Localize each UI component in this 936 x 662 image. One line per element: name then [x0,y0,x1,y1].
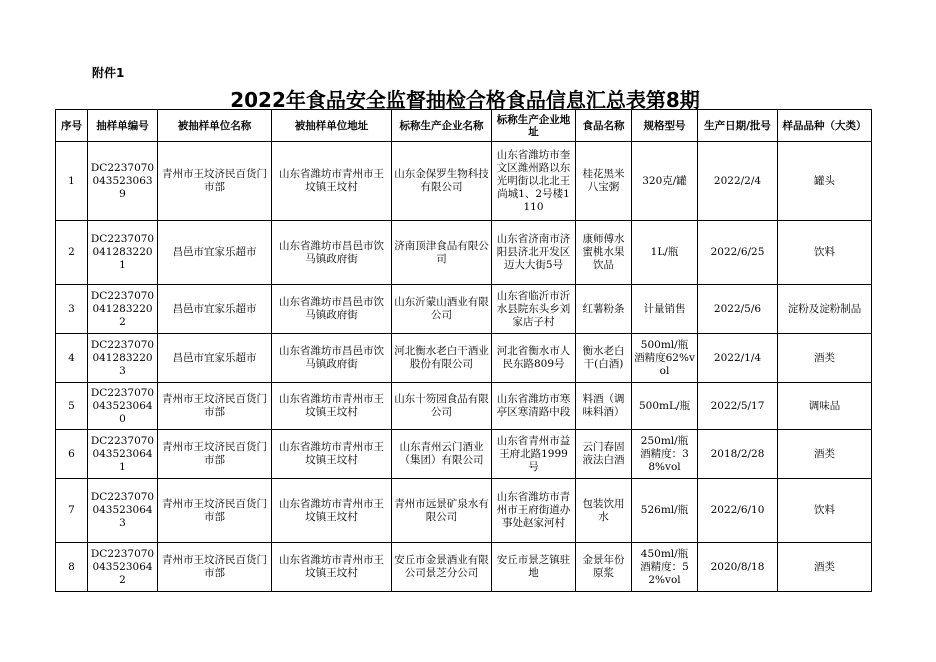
cell-spec: 320克/罐 [632,142,698,221]
cell-producer-address: 山东省济南市济阳县济北开发区迈大大街5号 [492,221,576,285]
cell-sampled-unit: 青州市王坟济民百货门市部 [158,383,272,430]
table-row [56,543,872,592]
cell-sampled-address: 山东省潍坊市青州市王坟镇王坟村 [272,479,392,543]
cell-sampled-unit: 青州市王坟济民百货门市部 [158,479,272,543]
cell-food-name: 康师傅水蜜桃水果饮品 [576,221,632,285]
cell-food-name: 桂花黑米八宝粥 [576,142,632,221]
col-header-producer-address: 标称生产企业地址 [492,110,576,142]
table-row [56,430,872,479]
cell-producer: 青州市远景矿泉水有限公司 [392,479,492,543]
cell-sampled-address: 山东省潍坊市青州市王坟镇王坟村 [272,543,392,592]
cell-index: 5 [56,383,88,430]
cell-category: 饮料 [778,221,872,285]
cell-sampled-unit: 昌邑市宜家乐超市 [158,334,272,383]
cell-spec: 526ml/瓶 [632,479,698,543]
col-header-food-name: 食品名称 [576,110,632,142]
cell-producer-address: 山东省潍坊市奎文区潍州路以东光明街以北北王尚城1、2号楼1110 [492,142,576,221]
cell-index: 2 [56,221,88,285]
col-header-production-date: 生产日期/批号 [698,110,778,142]
cell-producer: 山东青州云门酒业（集团）有限公司 [392,430,492,479]
table-row [56,479,872,543]
cell-spec: 500mL/瓶 [632,383,698,430]
table-row [56,142,872,221]
cell-category: 淀粉及淀粉制品 [778,285,872,334]
cell-category: 罐头 [778,142,872,221]
cell-sampled-address: 山东省潍坊市昌邑市饮马镇政府街 [272,334,392,383]
cell-index: 3 [56,285,88,334]
col-header-sample-no: 抽样单编号 [88,110,158,142]
cell-production-date: 2020/8/18 [698,543,778,592]
cell-sampled-unit: 昌邑市宜家乐超市 [158,285,272,334]
cell-producer: 山东沂蒙山酒业有限公司 [392,285,492,334]
attachment-label: 附件1 [92,66,125,80]
cell-index: 8 [56,543,88,592]
col-header-producer: 标称生产企业名称 [392,110,492,142]
cell-producer-address: 山东省潍坊市寒亭区寒清路中段 [492,383,576,430]
cell-index: 7 [56,479,88,543]
cell-producer-address: 山东省青州市益王府北路1999号 [492,430,576,479]
cell-production-date: 2022/2/4 [698,142,778,221]
cell-spec: 计量销售 [632,285,698,334]
col-header-spec: 规格型号 [632,110,698,142]
cell-sample-no: DC22370700412832203 [88,334,158,383]
cell-category: 酒类 [778,430,872,479]
cell-sample-no: DC22370700412832202 [88,285,158,334]
cell-producer: 济南顶津食品有限公司 [392,221,492,285]
cell-category: 酒类 [778,334,872,383]
col-header-sampled-address: 被抽样单位地址 [272,110,392,142]
cell-producer-address: 山东省潍坊市青州市王府街道办事处赵家河村 [492,479,576,543]
table-row [56,334,872,383]
cell-spec: 1L/瓶 [632,221,698,285]
cell-producer: 山东十笏园食品有限公司 [392,383,492,430]
cell-spec: 450ml/瓶 酒精度：52%vol [632,543,698,592]
cell-food-name: 料酒（调味料酒） [576,383,632,430]
cell-producer: 河北衡水老白干酒业股份有限公司 [392,334,492,383]
cell-sampled-address: 山东省潍坊市青州市王坟镇王坟村 [272,142,392,221]
table-row [56,383,872,430]
col-header-sampled-unit: 被抽样单位名称 [158,110,272,142]
page-title: 2022年食品安全监督抽检合格食品信息汇总表第8期 [230,88,700,112]
cell-producer-address: 山东省临沂市沂水县院东头乡刘家店子村 [492,285,576,334]
cell-producer-address: 河北省衡水市人民东路809号 [492,334,576,383]
cell-sampled-unit: 青州市王坟济民百货门市部 [158,543,272,592]
cell-sampled-address: 山东省潍坊市昌邑市饮马镇政府街 [272,285,392,334]
cell-food-name: 金景年份原浆 [576,543,632,592]
cell-food-name: 衡水老白干(白酒) [576,334,632,383]
cell-sample-no: DC22370700435230640 [88,383,158,430]
cell-producer-address: 安丘市景芝镇驻地 [492,543,576,592]
cell-production-date: 2022/5/17 [698,383,778,430]
cell-sample-no: DC22370700412832201 [88,221,158,285]
cell-spec: 500ml/瓶 酒精度62%vol [632,334,698,383]
cell-production-date: 2022/6/10 [698,479,778,543]
col-header-index: 序号 [56,110,88,142]
cell-category: 酒类 [778,543,872,592]
cell-production-date: 2018/2/28 [698,430,778,479]
cell-producer: 山东金保罗生物科技有限公司 [392,142,492,221]
cell-production-date: 2022/1/4 [698,334,778,383]
cell-production-date: 2022/6/25 [698,221,778,285]
cell-sampled-address: 山东省潍坊市昌邑市饮马镇政府街 [272,221,392,285]
cell-sample-no: DC22370700435230641 [88,430,158,479]
table-row [56,285,872,334]
food-inspection-table [55,109,872,592]
cell-spec: 250ml/瓶 酒精度：38%vol [632,430,698,479]
cell-food-name: 云门春固液法白酒 [576,430,632,479]
cell-category: 调味品 [778,383,872,430]
cell-sample-no: DC22370700435230642 [88,543,158,592]
cell-sampled-address: 山东省潍坊市青州市王坟镇王坟村 [272,430,392,479]
table-row [56,221,872,285]
cell-producer: 安丘市金景酒业有限公司景芝分公司 [392,543,492,592]
cell-sampled-address: 山东省潍坊市青州市王坟镇王坟村 [272,383,392,430]
cell-index: 6 [56,430,88,479]
cell-sampled-unit: 青州市王坟济民百货门市部 [158,142,272,221]
cell-index: 1 [56,142,88,221]
cell-sampled-unit: 青州市王坟济民百货门市部 [158,430,272,479]
table-header-row [56,110,872,142]
col-header-category: 样品品种（大类） [778,110,872,142]
cell-category: 饮料 [778,479,872,543]
cell-production-date: 2022/5/6 [698,285,778,334]
cell-sampled-unit: 昌邑市宜家乐超市 [158,221,272,285]
cell-sample-no: DC22370700435230639 [88,142,158,221]
cell-food-name: 包装饮用水 [576,479,632,543]
cell-sample-no: DC22370700435230643 [88,479,158,543]
cell-food-name: 红薯粉条 [576,285,632,334]
cell-index: 4 [56,334,88,383]
